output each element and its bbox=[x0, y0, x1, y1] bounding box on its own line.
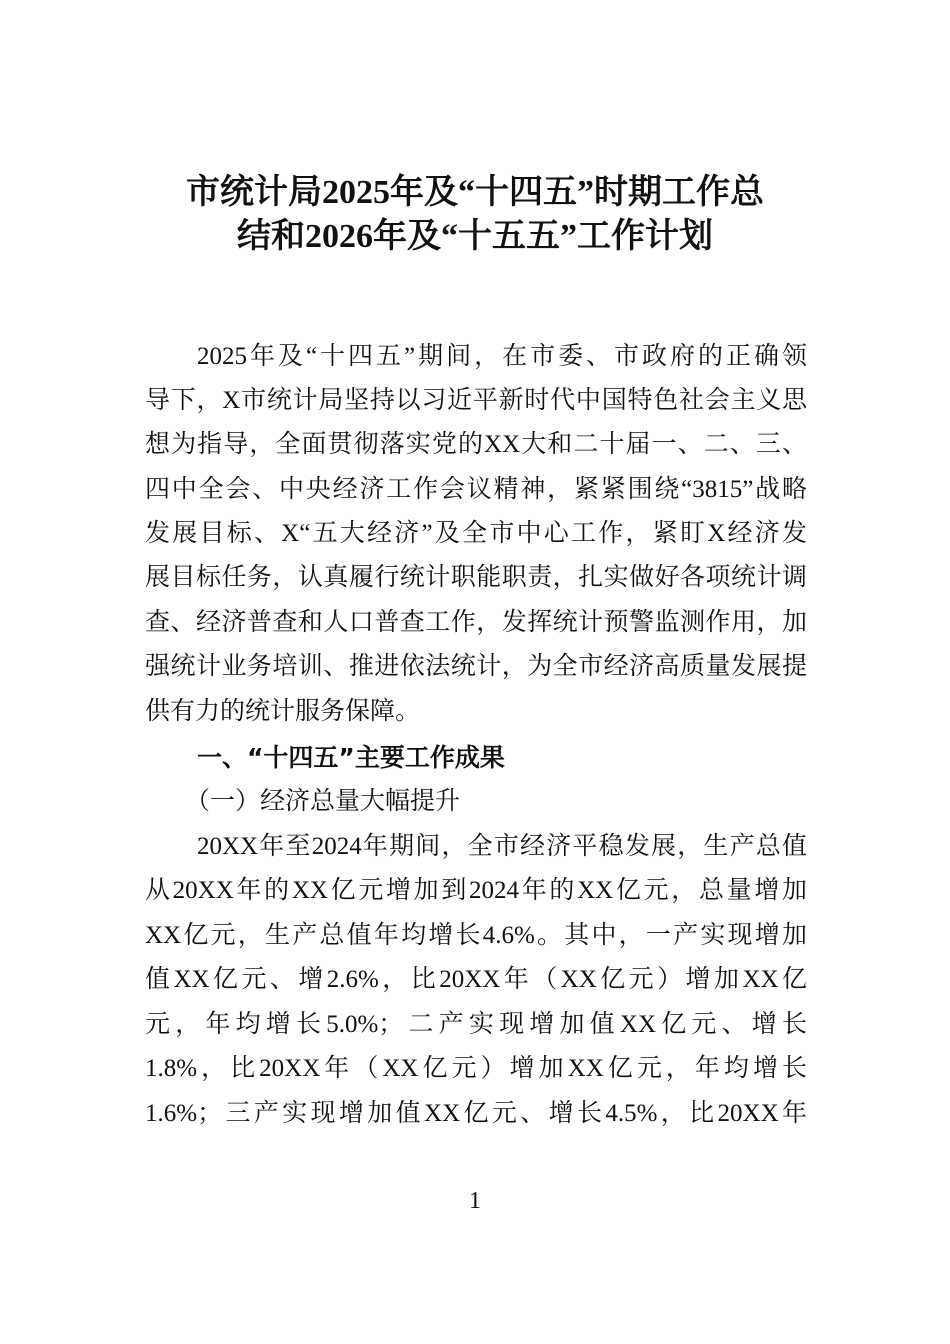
paragraph-line: 四中全会、中央经济工作会议精神，紧紧围绕“3815”战略 bbox=[145, 476, 807, 503]
paragraph-line: 2025年及“十四五”期间，在市委、市政府的正确领 bbox=[197, 343, 807, 370]
paragraph-line: 发展目标、X“五大经济”及全市中心工作，紧盯X经济发 bbox=[145, 520, 807, 547]
paragraph-line: 1.8%，比20XX年（XX亿元）增加XX亿元，年均增长 bbox=[145, 1055, 807, 1082]
paragraph-line: 20XX年至2024年期间，全市经济平稳发展，生产总值 bbox=[197, 833, 807, 860]
paragraph-line: 从20XX年的XX亿元增加到2024年的XX亿元，总量增加 bbox=[145, 877, 807, 904]
paragraph-line: 查、经济普查和人口普查工作，发挥统计预警监测作用，加 bbox=[145, 609, 807, 636]
paragraph-line: 1.6%；三产实现增加值XX亿元、增长4.5%，比20XX年 bbox=[145, 1100, 807, 1127]
paragraph-line: 供有力的统计服务保障。 bbox=[145, 698, 421, 725]
subsection-heading: （一）经济总量大幅提升 bbox=[185, 788, 461, 815]
paragraph-line: 元，年均增长5.0%；二产实现增加值XX亿元、增长 bbox=[145, 1011, 807, 1038]
paragraph-line: XX亿元，生产总值年均增长4.6%。其中，一产实现增加 bbox=[145, 922, 807, 949]
paragraph-line: 想为指导，全面贯彻落实党的XX大和二十届一、二、三、 bbox=[145, 431, 807, 458]
paragraph-line: 强统计业务培训、推进依法统计，为全市经济高质量发展提 bbox=[145, 653, 807, 680]
paragraph-line: 导下，X市统计局坚持以习近平新时代中国特色社会主义思 bbox=[145, 387, 807, 414]
document-title-line-2: 结和2026年及“十五五”工作计划 bbox=[237, 218, 713, 255]
paragraph-line: 展目标任务，认真履行统计职能职责，扎实做好各项统计调 bbox=[145, 564, 807, 591]
paragraph-line: 值XX亿元、增2.6%，比20XX年（XX亿元）增加XX亿 bbox=[145, 966, 807, 993]
document-title-line-1: 市统计局2025年及“十四五”时期工作总 bbox=[186, 174, 764, 211]
page-number: 1 bbox=[469, 1188, 481, 1214]
section-heading: 一、“十四五”主要工作成果 bbox=[197, 743, 505, 772]
